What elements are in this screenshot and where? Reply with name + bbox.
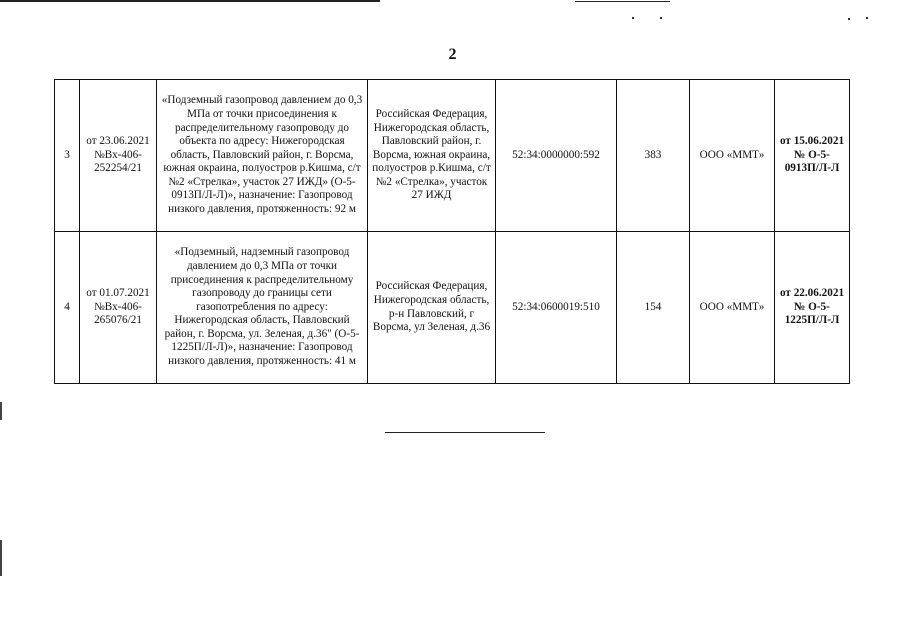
permit-reference: от 15.06.2021 № О-5-0913П/Л-Л — [775, 80, 850, 232]
owner-name: ООО «ММТ» — [690, 232, 775, 384]
incoming-reference: от 23.06.2021 №Вх-406-252254/21 — [80, 80, 157, 232]
scan-artifact-dot — [660, 17, 662, 19]
owner-name: ООО «ММТ» — [690, 80, 775, 232]
scan-artifact-dot — [632, 17, 634, 19]
cadastral-number: 52:34:0600019:510 — [496, 232, 617, 384]
area-value: 154 — [617, 232, 690, 384]
scan-artifact-dot — [866, 17, 868, 19]
scan-artifact-line — [575, 1, 670, 2]
closing-rule-line — [385, 432, 545, 433]
scan-artifact-line — [0, 0, 380, 2]
scan-edge-mark — [0, 402, 2, 420]
cadastral-number: 52:34:0000000:592 — [496, 80, 617, 232]
scan-edge-mark — [0, 540, 2, 576]
object-description: «Подземный газопровод давлением до 0,3 МПа от точки присоединения к распределительному газопроводу до объекта по адресу: Нижегородская область, Павловский район, г. Ворсма, южная окраина, полуостров р.Кишма, с/т №2 «Стрелка», участок 27 ИЖД» (О-5-0913П/Л-Л)», назначение: Газопровод низкого давления, протяженность: 92 м — [157, 80, 368, 232]
table-row — [55, 232, 850, 384]
permit-reference: от 22.06.2021 № О-5-1225П/Л-Л — [775, 232, 850, 384]
area-value: 383 — [617, 80, 690, 232]
table-row — [55, 80, 850, 232]
incoming-reference: от 01.07.2021 №Вх-406-265076/21 — [80, 232, 157, 384]
row-number: 3 — [55, 80, 80, 232]
registry-table — [54, 79, 850, 384]
scan-artifact-dot — [848, 18, 850, 20]
row-number: 4 — [55, 232, 80, 384]
object-description: «Подземный, надземный газопровод давлением до 0,3 МПа от точки присоединения к распределительному газопроводу до границы сети газопотребления по адресу: Нижегородская область, Павловский район, г. Ворсма, ул. Зеленая, д.36" (О-5-1225П/Л-Л)», назначение: Газопровод низкого давления, протяженность: 41 м — [157, 232, 368, 384]
page-number: 2 — [448, 46, 457, 63]
object-address: Российская Федерация, Нижегородская область, Павловский район, г. Ворсма, южная окраина, полуостров р.Кишма, с/т №2 «Стрелка», участок 27 ИЖД — [368, 80, 496, 232]
object-address: Российская Федерация, Нижегородская область, р-н Павловский, г Ворсма, ул Зеленая, д.36 — [368, 232, 496, 384]
